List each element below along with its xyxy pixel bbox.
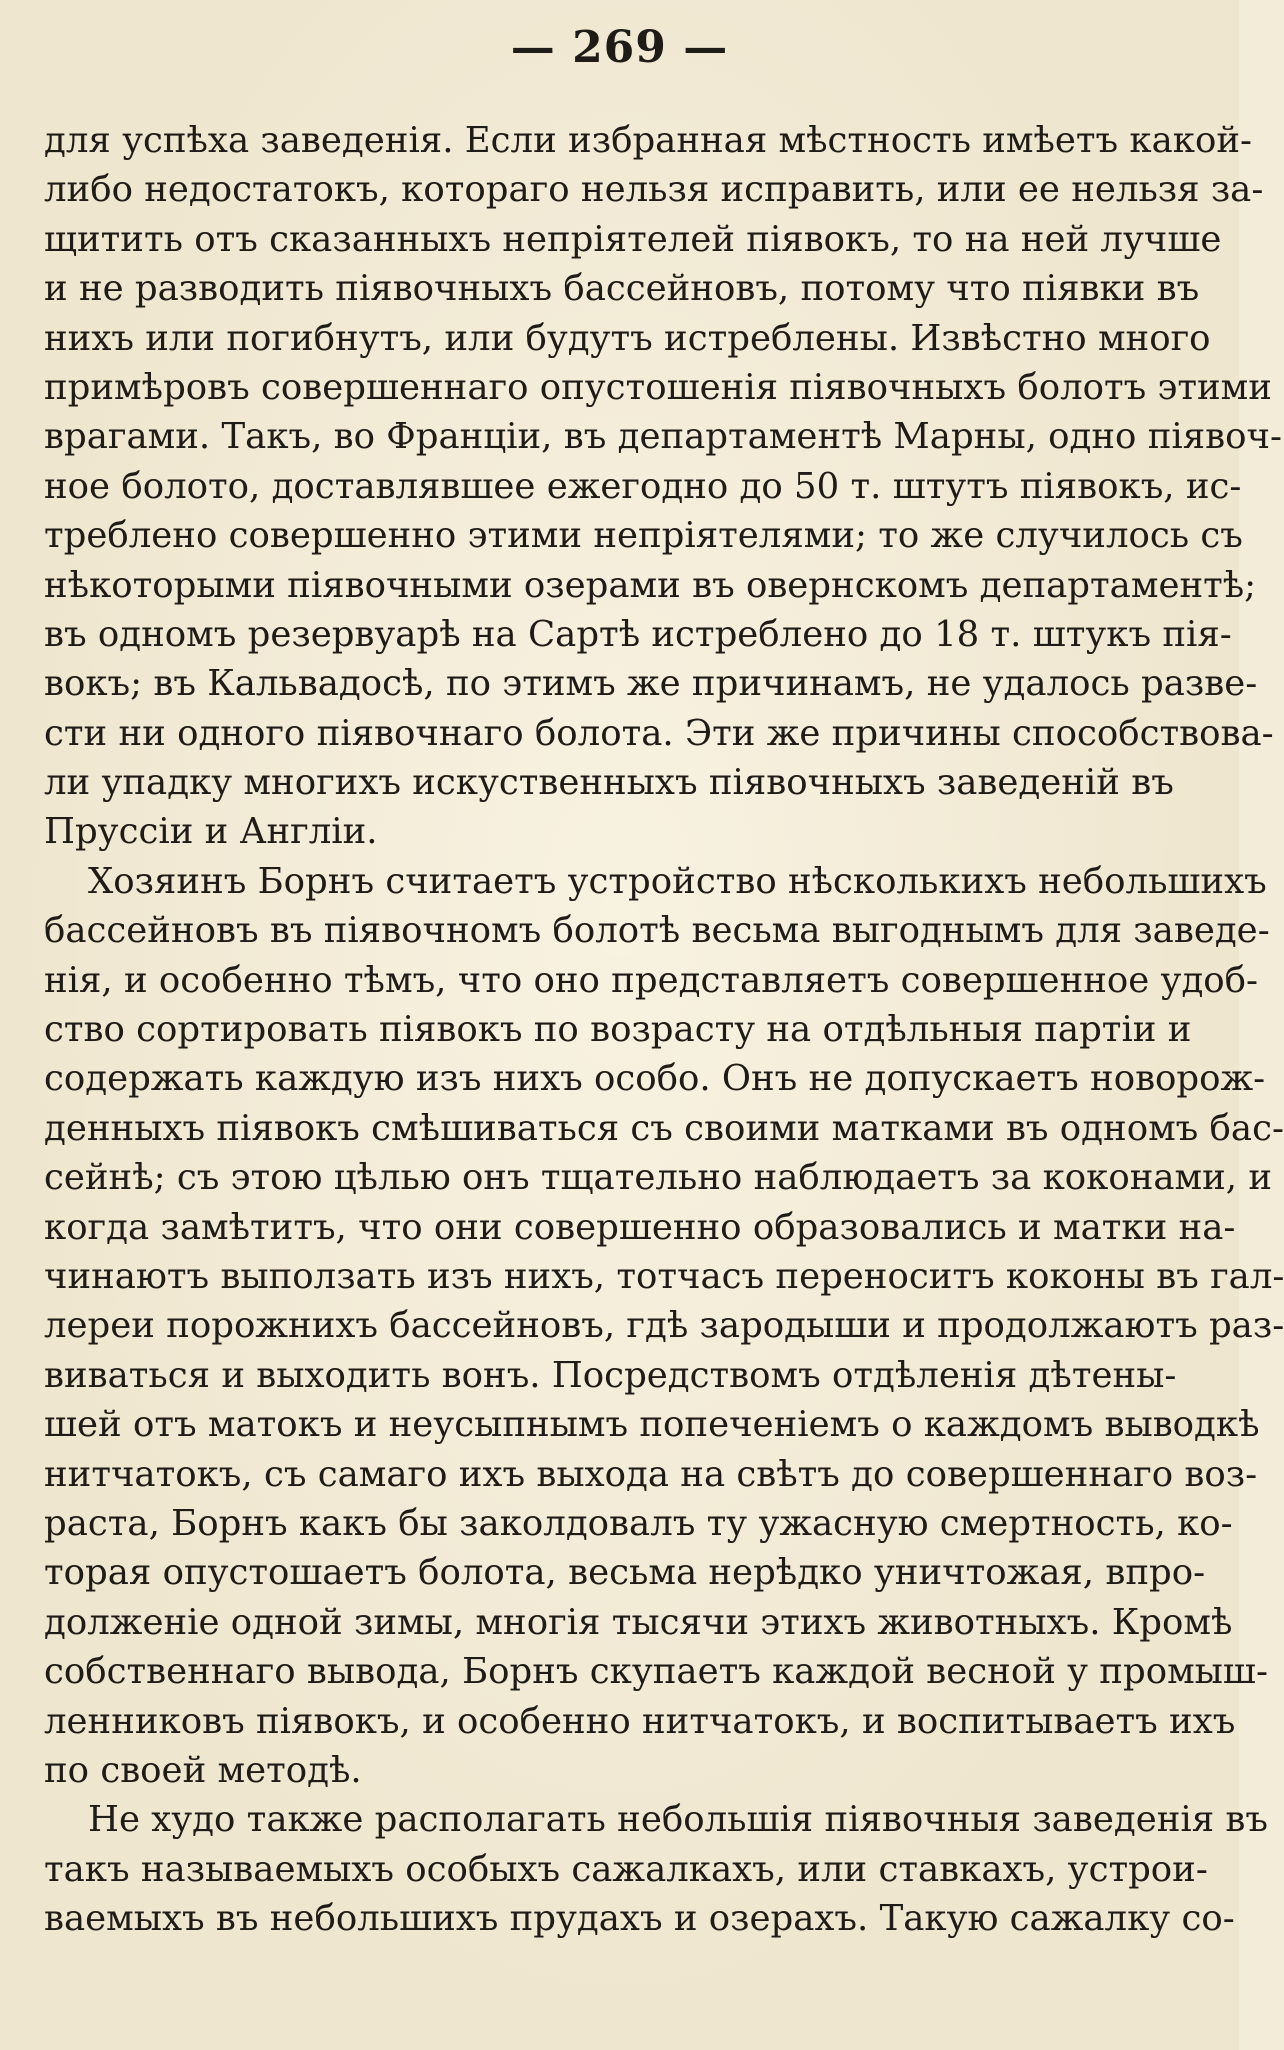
text-line: шей отъ матокъ и неусыпнымъ попеченіемъ о каждомъ выводкѣ xyxy=(44,1404,1260,1446)
text-line: ное болото, доставлявшее ежегодно до 50 т. штутъ піявокъ, ис- xyxy=(44,465,1242,507)
paragraph-3 xyxy=(44,1795,1268,1943)
paragraph-1 xyxy=(44,116,1282,857)
text-line: виваться и выходить вонъ. Посредствомъ отдѣленія дѣтены- xyxy=(44,1354,1177,1396)
text-line: когда замѣтитъ, что они совершенно образовались и матки на- xyxy=(44,1206,1236,1248)
text-line: примѣровъ совершеннаго опустошенія піявочныхъ болотъ этими xyxy=(44,366,1272,408)
text-line: собственнаго вывода, Борнъ скупаетъ каждой весной у промыш- xyxy=(44,1651,1268,1693)
text-line: такъ называемыхъ особыхъ сажалкахъ, или ставкахъ, устрои- xyxy=(44,1848,1208,1890)
text-line: ленниковъ піявокъ, и особенно нитчатокъ, и воспитываетъ ихъ xyxy=(44,1700,1236,1742)
body-text xyxy=(44,116,1284,1943)
text-line: ли упадку многихъ искуственныхъ піявочныхъ заведеній въ xyxy=(44,762,1174,804)
text-line: сти ни одного піявочнаго болота. Эти же причины способствова- xyxy=(44,712,1274,754)
text-line: либо недостатокъ, котораго нельзя исправить, или ее нельзя за- xyxy=(44,169,1264,211)
text-line: нихъ или погибнутъ, или будутъ истреблены. Извѣстно много xyxy=(44,317,1211,359)
text-line: въ одномъ резервуарѣ на Сартѣ истреблено до 18 т. штукъ пія- xyxy=(44,613,1232,655)
text-line: нія, и особенно тѣмъ, что оно представляетъ совершенное удоб- xyxy=(44,959,1259,1001)
text-line: торая опустошаетъ болота, весьма нерѣдко уничтожая, впро- xyxy=(44,1552,1206,1594)
text-line: ство сортировать піявокъ по возрасту на отдѣльныя партіи и xyxy=(44,1009,1192,1051)
page-number: — 269 — xyxy=(510,22,729,73)
text-line: нитчатокъ, съ самаго ихъ выхода на свѣтъ до совершеннаго воз- xyxy=(44,1453,1258,1495)
text-line: содержать каждую изъ нихъ особо. Онъ не допускаетъ новорож- xyxy=(44,1058,1266,1100)
text-line: нѣкоторыми піявочными озерами въ овернскомъ департаментѣ; xyxy=(44,564,1257,606)
text-line: и не разводить піявочныхъ бассейновъ, потому что піявки въ xyxy=(44,268,1200,310)
text-line: вокъ; въ Кальвадосѣ, по этимъ же причинамъ, не удалось разве- xyxy=(44,663,1258,705)
text-line: сейнѣ; съ этою цѣлью онъ тщательно наблюдаетъ за коконами, и xyxy=(44,1157,1273,1199)
text-line: раста, Борнъ какъ бы заколдовалъ ту ужасную смертность, ко- xyxy=(44,1502,1233,1544)
text-line: Пруссіи и Англіи. xyxy=(44,811,378,853)
paragraph-2 xyxy=(44,857,1284,1795)
text-line: для успѣха заведенія. Если избранная мѣстность имѣетъ какой- xyxy=(44,120,1252,161)
text-line: Не худо также располагать небольшія піявочныя заведенія въ xyxy=(88,1799,1268,1841)
text-line: чинаютъ выползать изъ нихъ, тотчасъ переноситъ коконы въ гал- xyxy=(44,1255,1284,1297)
text-line: денныхъ піявокъ смѣшиваться съ своими матками въ одномъ бас- xyxy=(44,1107,1284,1149)
text-line: Хозяинъ Борнъ считаетъ устройство нѣсколькихъ небольшихъ xyxy=(88,860,1267,902)
text-line: бассейновъ въ піявочномъ болотѣ весьма выгоднымъ для заведе- xyxy=(44,910,1270,952)
text-line: долженіе одной зимы, многія тысячи этихъ животныхъ. Кромѣ xyxy=(44,1601,1233,1643)
text-line: треблено совершенно этими непріятелями; то же случилось съ xyxy=(44,515,1243,557)
text-line: щитить отъ сказанныхъ непріятелей піявокъ, то на ней лучше xyxy=(44,218,1222,260)
text-line: врагами. Такъ, во Франціи, въ департаментѣ Марны, одно піявоч- xyxy=(44,416,1282,458)
text-line: ваемыхъ въ небольшихъ прудахъ и озерахъ. Такую сажалку со- xyxy=(44,1898,1235,1940)
text-line: по своей методѣ. xyxy=(44,1749,362,1791)
text-line: лереи порожнихъ бассейновъ, гдѣ зародыши и продолжаютъ раз- xyxy=(44,1305,1284,1347)
